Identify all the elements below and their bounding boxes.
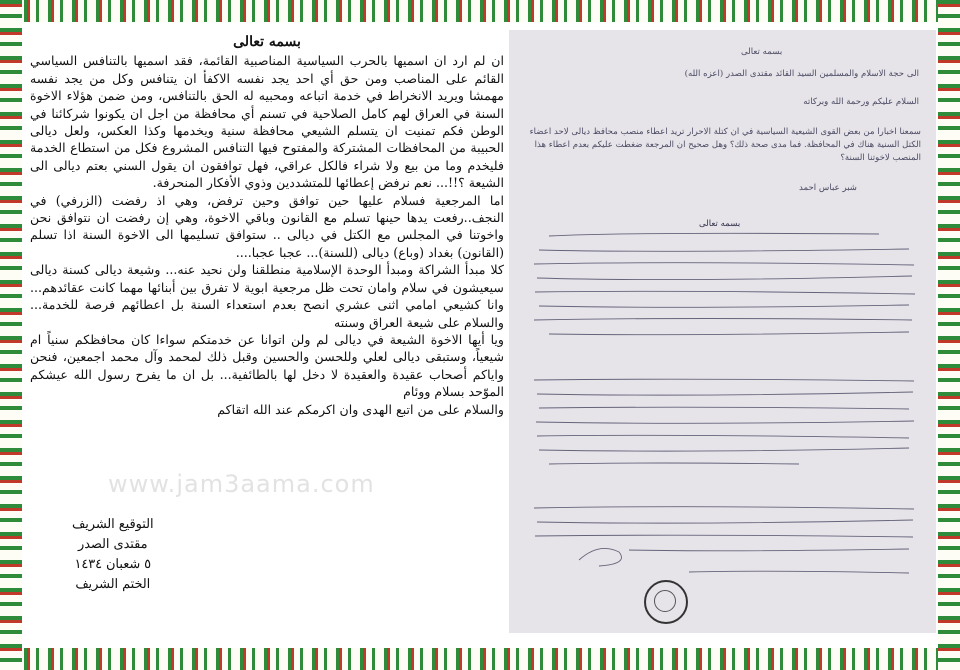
- letter-paragraph-5: والسلام على من اتبع الهدى وان اكرمكم عند الله اتقاكم: [217, 401, 504, 417]
- original-letter-photo: [509, 30, 936, 633]
- letter-paragraph-4: ويا أيها الاخوة الشيعة في ديالى لم ولن اتوانا عن خدمتكم سواءا كان محافظكم سنياً ام شيعياً، وستبقى ديالى لعلي وللحسن والحسين وقبل ذلك لمحمد وآل محمد اجمعين، فنحن واياكم أصحاب عقيدة والعقيدة لا دخل لها بالطائفية... بل ان ما يفرح رسول الله عيشكم الموّحد بسلام ووئام: [30, 331, 504, 400]
- photo-header: بسمه تعالى: [741, 47, 783, 57]
- decorative-border-left: [0, 0, 22, 670]
- letter-paragraph-1: ان لم ارد ان اسميها بالحرب السياسية المناصبية القائمة، فقد اسميها بالتنافس السياسي القائم على المناصب ومن حق أي احد يجد نفسه الاكفأ ان يتنافس وكل من يجد نفسه مهمشا ويريد الانخراط في خدمة اتباعه ومحبيه له الحق بالتنافس، ومن ضمن هؤلاء الاخوة السنة في العراق لهم كامل الصلاحية في تسنم أي محافظة من اجل ان يكونوا شركائنا في الوطن فكم تمنيت ان يتسلم الشيعي محافظة سنية ويخدمها وكذا العكس، ولعل ديالى الحبيبة من المحافظات المشتركة والمفتوح فيها التنافس المشروع فكل من استطاع الخدمة فليخدم وما من بيع ولا شراء فالكل عراقي، فهل توافقون ان يقول السني بعتم ديالى الى الشيعة ؟!!... نعم نرفض إعطائها للمتشددين وذوي الأفكار المنحرفة.: [30, 53, 504, 191]
- signature-line-4: الختم الشريف: [75, 577, 151, 592]
- photo-question: سمعنا اخبارا من بعض القوى الشيعية السياسية في ان كتلة الاحرار تريد اعطاء منصب محافظ ديالى لاحد اعضاء الكتل السنية هناك في المحافظة. فما مدى صحة ذلك؟ وهل صحيح ان المرجعة ضغطت عليكم بعدم اعطاء هذا المنصب لاخوتنا السنة؟: [529, 127, 921, 163]
- photo-handwritten-title: بسمه تعالى: [699, 219, 741, 229]
- watermark: www.jam3aama.com: [108, 470, 375, 498]
- signature-line-2: مقتدى الصدر: [78, 537, 148, 552]
- signature-block: [72, 515, 154, 595]
- decorative-border-right: [938, 0, 960, 670]
- handwriting-scribbles: [509, 30, 936, 633]
- photo-greeting: السلام عليكم ورحمة الله وبركاته: [803, 97, 919, 107]
- decorative-border-bottom: [0, 648, 960, 670]
- letter-title: بسمه تعالى: [233, 34, 301, 50]
- photo-sender: شبر عباس احمد: [799, 183, 858, 193]
- signature-line-3: ٥ شعبان ١٤٣٤: [74, 557, 152, 572]
- signature-line-1: التوقيع الشريف: [72, 517, 154, 532]
- seal-stamp-icon: [644, 580, 688, 624]
- photo-addressee: الى حجة الاسلام والمسلمين السيد القائد مقتدى الصدر (اعزه الله): [684, 69, 919, 79]
- letter-paragraph-2: اما المرجعية فسلام عليها حين توافق وحين ترفض، وهي اذ رفضت (الزرفي) في النجف..رفعت يدها حينها تسلم مع القانون وباقي الاخوة، وهي إن رفضت ان نتوافق نحن واخوتنا في المجلس مع الكتل في ديالى .. ستوافق تسليمها الى الاخوة السنة اذا تسلم (القانون) بغداد (وباع) ديالى (للسنة)... عجبا عجبا....: [30, 192, 504, 260]
- decorative-border-top: [0, 0, 960, 22]
- letter-paragraph-3: كلا مبدأ الشراكة ومبدأ الوحدة الإسلامية منطلقنا ولن نحيد عنه... وشيعة ديالى كسنة ديالى سيعيشون في سلام وامان تحت ظل مرجعية ابوية لا تفرق بين أبنائها مهما كانت عقائدهم... وانا كشيعي امامي اثنى عشري انصح بعدم استعداء السنة بل اعطائهم فرصة للخدمة... والسلام على شيعة العراق وسنته: [30, 262, 504, 330]
